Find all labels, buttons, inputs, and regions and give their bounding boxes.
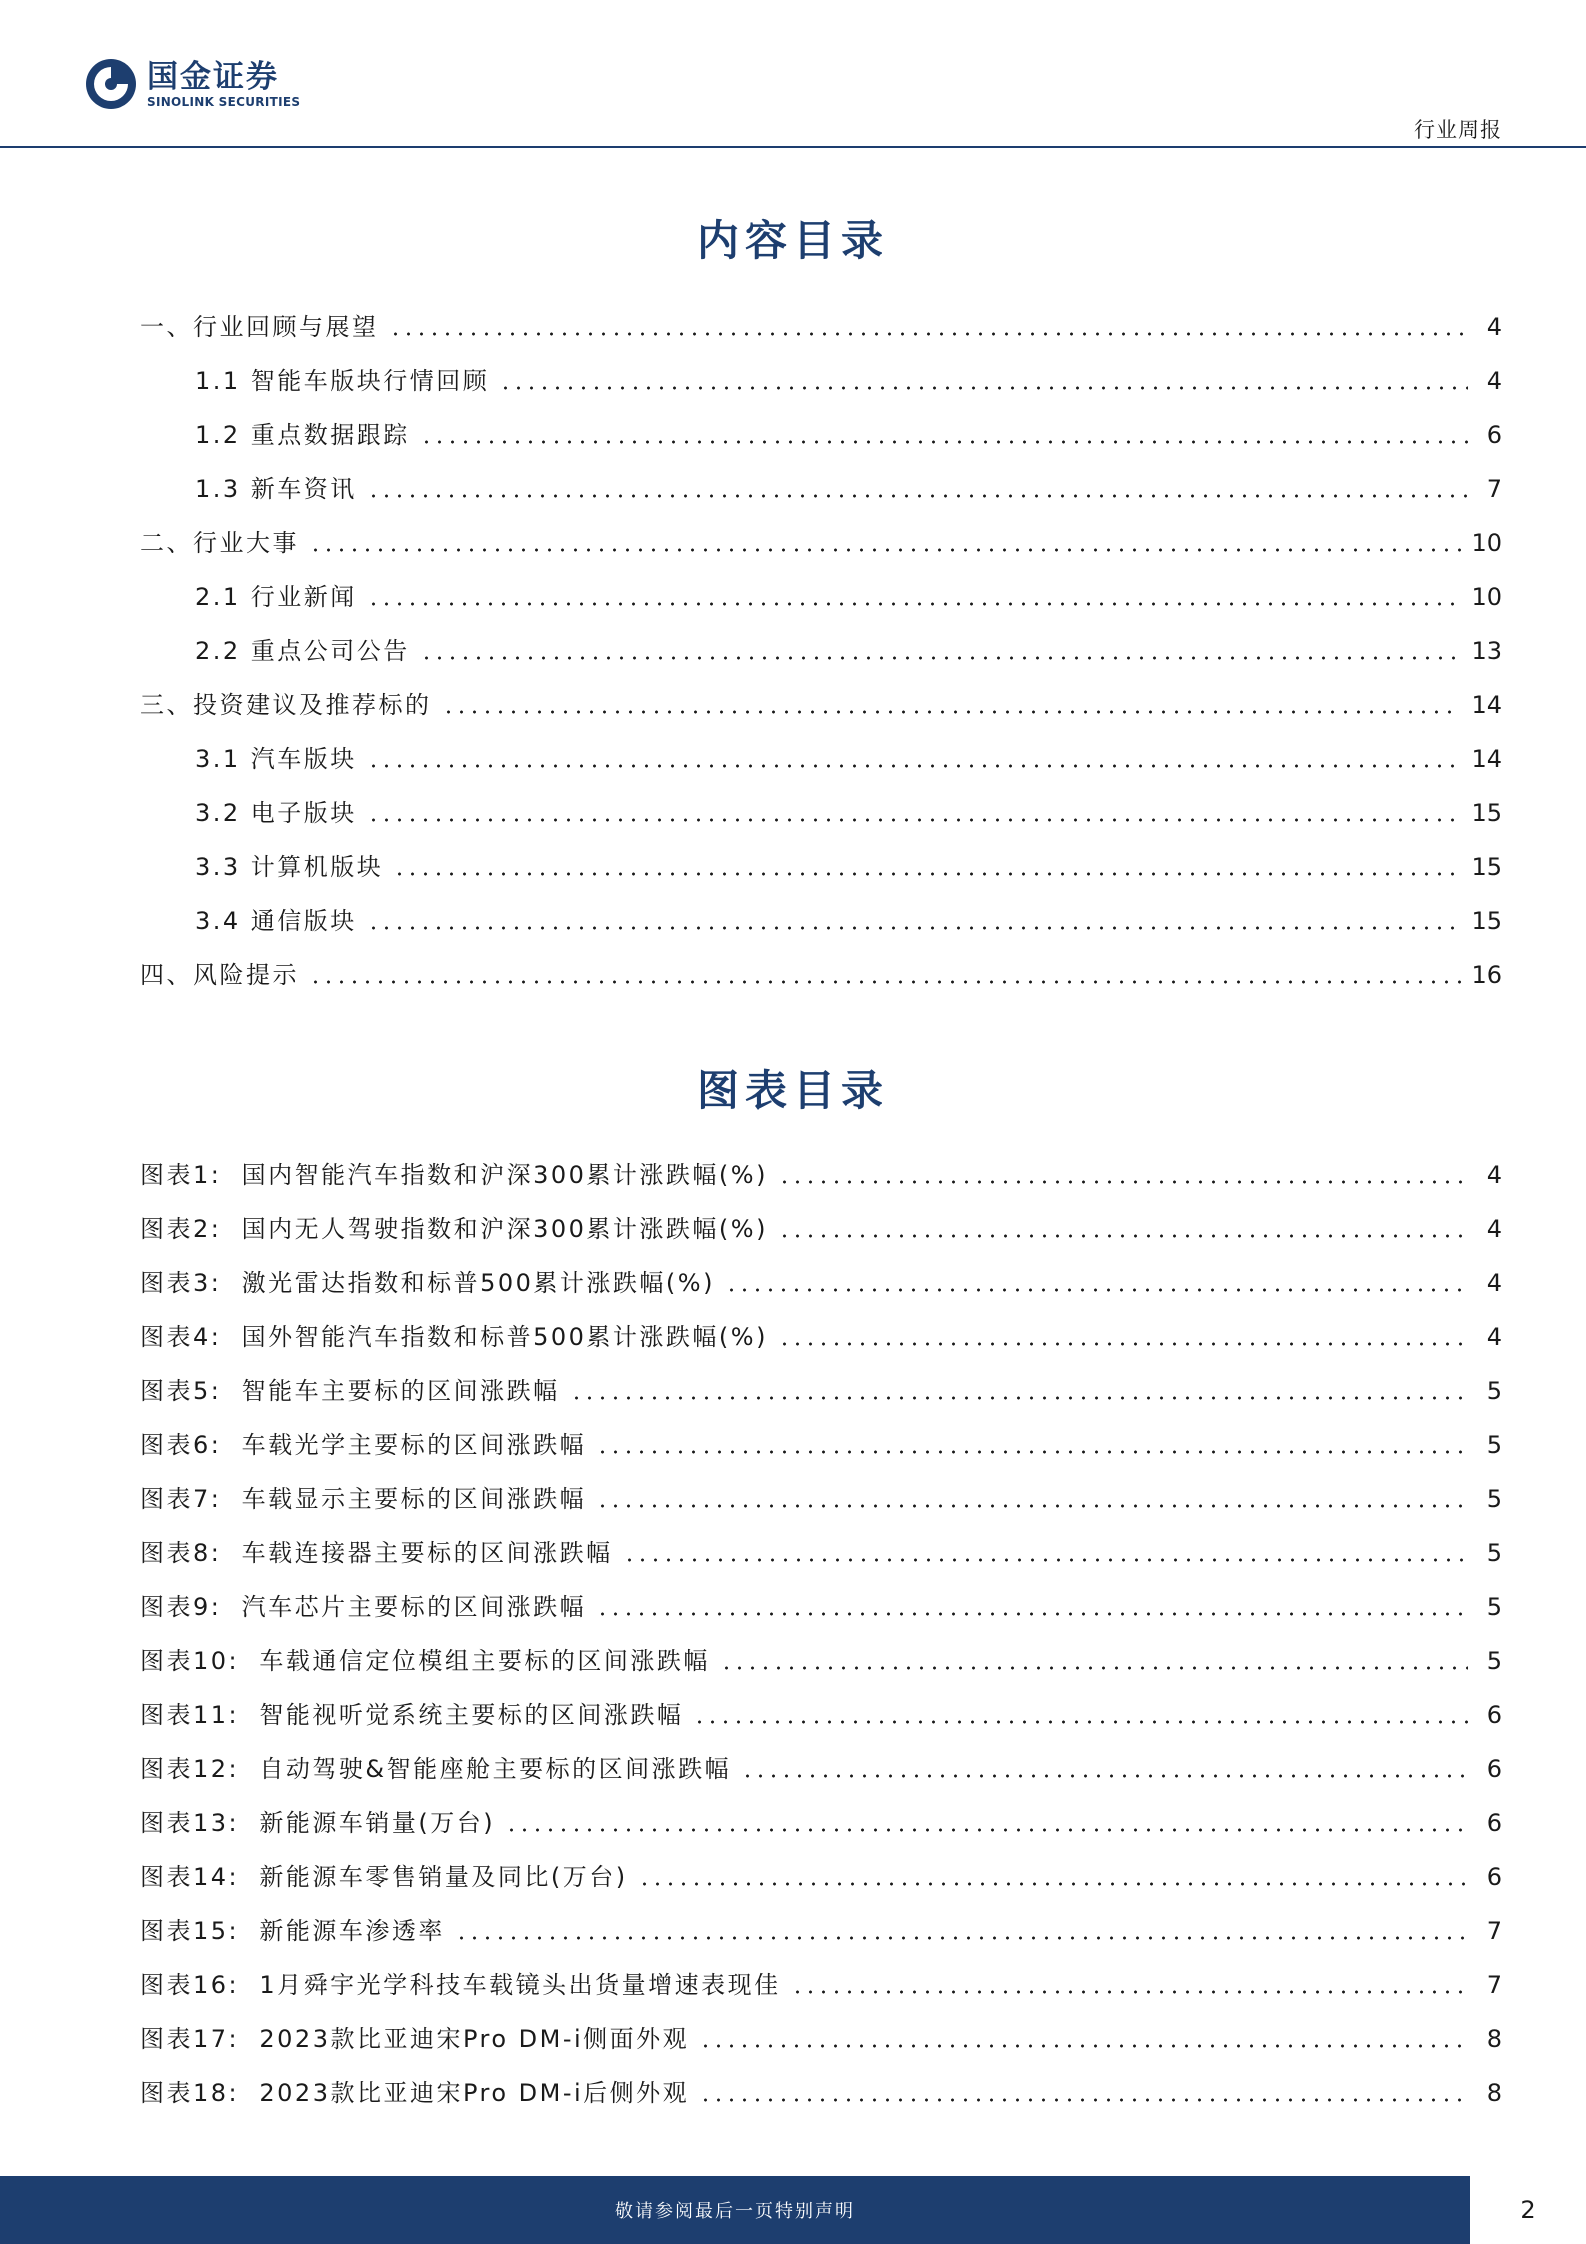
page-header <box>0 0 1586 148</box>
toc-entry[interactable] <box>140 950 1502 990</box>
dot-leader <box>389 332 1469 336</box>
dot-leader <box>596 1450 1468 1454</box>
toc-entry-page: 4 <box>1486 1161 1502 1189</box>
toc-entry[interactable] <box>140 1258 1502 1298</box>
dot-leader <box>442 710 1462 714</box>
toc-entry-label: 图表4: 国外智能汽车指数和标普500累计涨跌幅(%) <box>140 1323 768 1351</box>
toc-entry[interactable] <box>140 1474 1502 1514</box>
toc-entry-label: 图表9: 汽车芯片主要标的区间涨跌幅 <box>140 1593 587 1621</box>
dot-leader <box>638 1882 1468 1886</box>
toc-entry-page: 4 <box>1486 367 1502 395</box>
toc-entry-page: 10 <box>1471 583 1502 611</box>
toc-entry-page: 4 <box>1486 1215 1502 1243</box>
dot-leader <box>570 1396 1468 1400</box>
page-number: 2 <box>1520 2196 1536 2224</box>
toc-entry-page: 6 <box>1486 1701 1502 1729</box>
toc-entry-page: 14 <box>1471 691 1502 719</box>
toc-entry[interactable] <box>140 1582 1502 1622</box>
dot-leader <box>505 1828 1468 1832</box>
dot-leader <box>741 1774 1468 1778</box>
toc-entry[interactable] <box>140 842 1502 882</box>
toc-entry[interactable] <box>140 1744 1502 1784</box>
toc-entry-page: 5 <box>1486 1485 1502 1513</box>
toc-entry-label: 3.3 计算机版块 <box>195 853 384 881</box>
sinolink-logo-icon <box>85 58 137 110</box>
dot-leader <box>367 818 1462 822</box>
toc-entry-label: 图表18: 2023款比亚迪宋Pro DM-i后侧外观 <box>140 2079 690 2107</box>
toc-entry-page: 7 <box>1486 1971 1502 1999</box>
toc-entry-label: 图表15: 新能源车渗透率 <box>140 1917 445 1945</box>
toc-entry-page: 6 <box>1486 1809 1502 1837</box>
dot-leader <box>309 548 1461 552</box>
toc-entry-label: 1.3 新车资讯 <box>195 475 357 503</box>
toc-entry-page: 5 <box>1486 1593 1502 1621</box>
toc-entry-page: 6 <box>1486 1755 1502 1783</box>
dot-leader <box>778 1180 1468 1184</box>
dot-leader <box>420 440 1468 444</box>
dot-leader <box>720 1666 1468 1670</box>
page-footer <box>0 2176 1586 2244</box>
toc-entry-label: 图表1: 国内智能汽车指数和沪深300累计涨跌幅(%) <box>140 1161 768 1189</box>
toc-entry[interactable] <box>140 1366 1502 1406</box>
toc-entry[interactable] <box>140 410 1502 450</box>
toc-entry[interactable] <box>140 1690 1502 1730</box>
toc-entry-page: 4 <box>1486 1269 1502 1297</box>
toc-entry-label: 3.4 通信版块 <box>195 907 357 935</box>
toc-entry[interactable] <box>140 734 1502 774</box>
dot-leader <box>778 1234 1468 1238</box>
toc-entry[interactable] <box>140 1150 1502 1190</box>
header-divider <box>0 146 1586 148</box>
toc-entry-page: 15 <box>1471 907 1502 935</box>
toc-entry[interactable] <box>140 1420 1502 1460</box>
toc-entry[interactable] <box>140 302 1502 342</box>
toc-entry-label: 二、行业大事 <box>140 529 299 557</box>
toc-entry[interactable] <box>140 1906 1502 1946</box>
contents-title: 内容目录 <box>696 216 889 265</box>
toc-entry[interactable] <box>140 1798 1502 1838</box>
toc-entry[interactable] <box>140 1960 1502 2000</box>
report-type: 行业周报 <box>1414 118 1502 142</box>
toc-entry-label: 图表6: 车载光学主要标的区间涨跌幅 <box>140 1431 587 1459</box>
toc-entry[interactable] <box>140 680 1502 720</box>
toc-entry-label: 四、风险提示 <box>140 961 299 989</box>
toc-entry[interactable] <box>140 1528 1502 1568</box>
toc-entry-page: 5 <box>1486 1539 1502 1567</box>
toc-entry-label: 图表5: 智能车主要标的区间涨跌幅 <box>140 1377 560 1405</box>
toc-entry-page: 5 <box>1486 1431 1502 1459</box>
toc-entry-page: 7 <box>1486 475 1502 503</box>
toc-entry-page: 4 <box>1486 1323 1502 1351</box>
toc-entry-label: 一、行业回顾与展望 <box>140 313 379 341</box>
toc-entry-page: 16 <box>1471 961 1502 989</box>
toc-entry-label: 1.2 重点数据跟踪 <box>195 421 410 449</box>
toc-entry[interactable] <box>140 1852 1502 1892</box>
toc-entry-label: 图表7: 车载显示主要标的区间涨跌幅 <box>140 1485 587 1513</box>
dot-leader <box>367 764 1462 768</box>
toc-entry-label: 图表11: 智能视听觉系统主要标的区间涨跌幅 <box>140 1701 684 1729</box>
dot-leader <box>367 602 1462 606</box>
toc-entry[interactable] <box>140 356 1502 396</box>
dot-leader <box>596 1612 1468 1616</box>
dot-leader <box>791 1990 1468 1994</box>
toc-entry-label: 2.2 重点公司公告 <box>195 637 410 665</box>
toc-entry-page: 5 <box>1486 1377 1502 1405</box>
brand-name-cn: 国金证券 <box>147 59 279 95</box>
toc-entry-page: 4 <box>1486 313 1502 341</box>
toc-entry[interactable] <box>140 1312 1502 1352</box>
disclaimer-note: 敬请参阅最后一页特别声明 <box>615 2201 855 2222</box>
toc-entry[interactable] <box>140 1204 1502 1244</box>
toc-entry-label: 3.1 汽车版块 <box>195 745 357 773</box>
dot-leader <box>699 2044 1468 2048</box>
dot-leader <box>778 1342 1468 1346</box>
toc-entry-label: 图表12: 自动驾驶&智能座舱主要标的区间涨跌幅 <box>140 1755 732 1783</box>
toc-entry-page: 8 <box>1486 2079 1502 2107</box>
toc-entry-label: 图表10: 车载通信定位模组主要标的区间涨跌幅 <box>140 1647 710 1675</box>
toc-entry-label: 图表3: 激光雷达指数和标普500累计涨跌幅(%) <box>140 1269 715 1297</box>
dot-leader <box>309 980 1461 984</box>
dot-leader <box>393 872 1461 876</box>
dot-leader <box>367 494 1468 498</box>
toc-entry-label: 图表14: 新能源车零售销量及同比(万台) <box>140 1863 628 1891</box>
toc-entry[interactable] <box>140 2068 1502 2108</box>
dot-leader <box>693 1720 1468 1724</box>
figures-title: 图表目录 <box>696 1066 889 1115</box>
dot-leader <box>455 1936 1468 1940</box>
toc-entry-page: 10 <box>1471 529 1502 557</box>
toc-entry[interactable] <box>140 788 1502 828</box>
toc-entry[interactable] <box>140 2014 1502 2054</box>
toc-entry[interactable] <box>140 1636 1502 1676</box>
toc-entry-label: 图表13: 新能源车销量(万台) <box>140 1809 496 1837</box>
toc-entry-page: 15 <box>1471 799 1502 827</box>
dot-leader <box>367 926 1462 930</box>
toc-entry-label: 图表2: 国内无人驾驶指数和沪深300累计涨跌幅(%) <box>140 1215 768 1243</box>
dot-leader <box>623 1558 1468 1562</box>
toc-entry-page: 7 <box>1486 1917 1502 1945</box>
brand-logo <box>85 58 300 110</box>
toc-entry-page: 13 <box>1471 637 1502 665</box>
toc-entry[interactable] <box>140 572 1502 612</box>
footer-bar <box>0 2176 1470 2244</box>
toc-entry-page: 14 <box>1471 745 1502 773</box>
toc-entry-label: 图表17: 2023款比亚迪宋Pro DM-i侧面外观 <box>140 2025 690 2053</box>
toc-entry-label: 3.2 电子版块 <box>195 799 357 827</box>
dot-leader <box>420 656 1462 660</box>
toc-entry-label: 图表16: 1月舜宇光学科技车载镜头出货量增速表现佳 <box>140 1971 781 1999</box>
toc-entry-page: 6 <box>1486 421 1502 449</box>
toc-entry[interactable] <box>140 518 1502 558</box>
toc-entry-label: 2.1 行业新闻 <box>195 583 357 611</box>
toc-entry[interactable] <box>140 626 1502 666</box>
dot-leader <box>725 1288 1468 1292</box>
toc-entry[interactable] <box>140 464 1502 504</box>
toc-entry-page: 8 <box>1486 2025 1502 2053</box>
dot-leader <box>499 386 1468 390</box>
dot-leader <box>699 2098 1468 2102</box>
dot-leader <box>596 1504 1468 1508</box>
toc-entry-page: 15 <box>1471 853 1502 881</box>
toc-entry-label: 1.1 智能车版块行情回顾 <box>195 367 490 395</box>
toc-entry[interactable] <box>140 896 1502 936</box>
toc-entry-label: 三、投资建议及推荐标的 <box>140 691 432 719</box>
toc-entry-page: 6 <box>1486 1863 1502 1891</box>
toc-entry-label: 图表8: 车载连接器主要标的区间涨跌幅 <box>140 1539 613 1567</box>
toc-entry-page: 5 <box>1486 1647 1502 1675</box>
brand-name-en: SINOLINK SECURITIES <box>147 95 301 109</box>
